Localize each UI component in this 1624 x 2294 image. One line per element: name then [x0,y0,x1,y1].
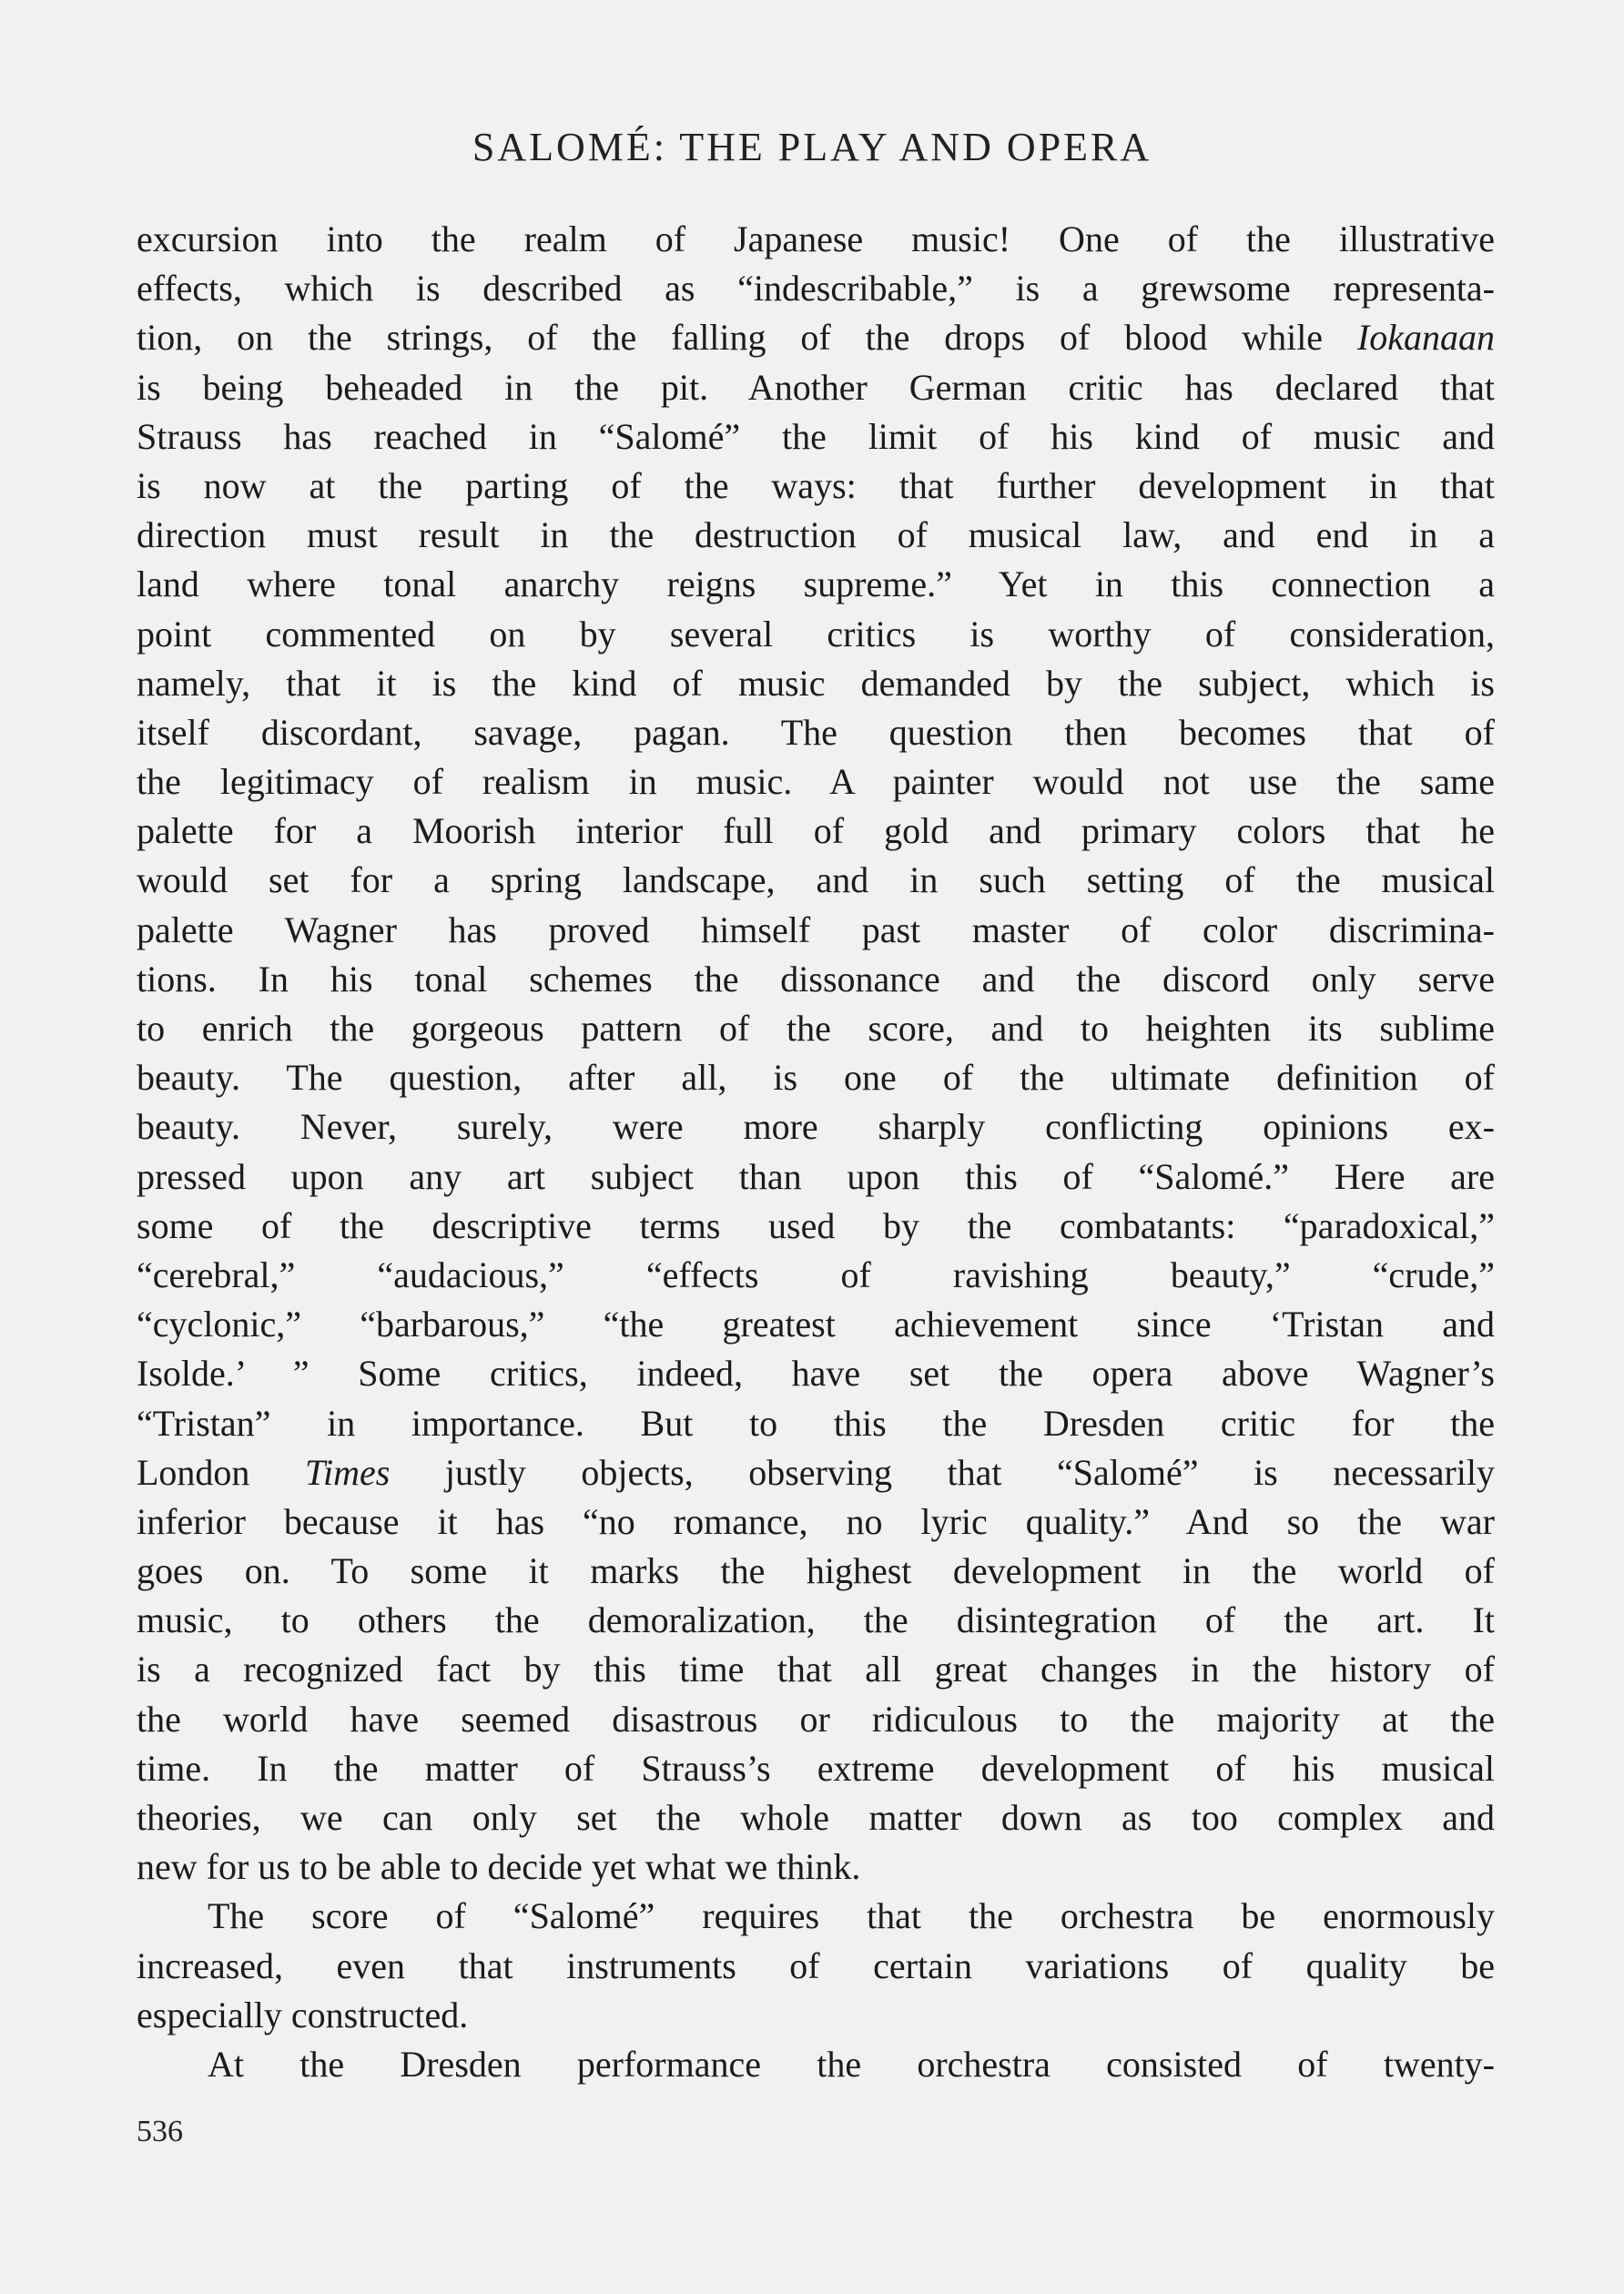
text-line: namely, that it is the kind of music demanded by the subject, which is [137,662,1495,704]
text-line: effects, which is described as “indescribable,” is a grewsome representa- [137,268,1495,310]
text-line: is a recognized fact by this time that all great changes in the history of [137,1649,1495,1690]
text-line: music, to others the demoralization, the disintegration of the art. It [137,1599,1495,1641]
text-run: tion, on the strings, of the falling of the drops of blood while [137,317,1357,359]
body-text [137,215,1495,2089]
text-line: some of the descriptive terms used by the combatants: “paradoxical,” [137,1204,1495,1246]
text-line [137,1448,1495,1497]
text-line: theories, we can only set the whole matter down as too complex and [137,1797,1495,1838]
text-line: increased, even that instruments of certain variations of quality be [137,1944,1495,1986]
text-run: London [137,1451,305,1493]
text-line: palette for a Moorish interior full of gold and primary colors that he [137,810,1495,852]
text-line: goes on. To some it marks the highest development in the world of [137,1550,1495,1592]
italic-title-times: Times [304,1451,391,1493]
text-line: direction must result in the destruction of musical law, and end in a [137,514,1495,556]
text-line: itself discordant, savage, pagan. The question then becomes that of [137,711,1495,753]
running-head: SALOMÉ: THE PLAY AND OPERA [472,125,1152,169]
text-line: is being beheaded in the pit. Another German critic has declared that [137,366,1495,408]
text-line: inferior because it has “no romance, no lyric quality.” And so the war [137,1500,1495,1542]
text-line: Strauss has reached in “Salomé” the limit of his kind of music and [137,415,1495,457]
text-line: point commented on by several critics is worthy of consideration, [137,613,1495,655]
text-line [137,313,1495,362]
text-line: tions. In his tonal schemes the dissonance and the discord only serve [137,958,1495,1000]
text-line: beauty. Never, surely, were more sharply conflicting opinions ex- [137,1106,1495,1148]
italic-name-iokanaan: Iokanaan [1356,317,1495,359]
text-line: “cyclonic,” “barbarous,” “the greatest achievement since ‘Tristan and [137,1304,1495,1345]
text-line: The score of “Salomé” requires that the orchestra be enormously [208,1895,1495,1937]
page-number: 536 [137,2115,183,2148]
text-line: land where tonal anarchy reigns supreme.” Yet in this connection a [137,563,1495,605]
text-line: time. In the matter of Strauss’s extreme development of his musical [137,1747,1495,1789]
paragraph-1 [137,215,1495,1892]
text-line: to enrich the gorgeous pattern of the score, and to heighten its sublime [137,1008,1495,1049]
text-line: “Tristan” in importance. But to this the Dresden critic for the [137,1402,1495,1444]
text-line: Isolde.’ ” Some critics, indeed, have set the opera above Wagner’s [137,1353,1495,1395]
text-line: is now at the parting of the ways: that further development in that [137,464,1495,506]
text-line: beauty. The question, after all, is one of the ultimate definition of [137,1057,1495,1099]
text-line: palette Wagner has proved himself past master of color discrimina- [137,908,1495,950]
text-line: pressed upon any art subject than upon this of “Salomé.” Here are [137,1155,1495,1197]
text-line: the legitimacy of realism in music. A painter would not use the same [137,761,1495,803]
text-line: At the Dresden performance the orchestra consisted of twenty- [208,2043,1495,2085]
text-line: excursion into the realm of Japanese music! One of the illustrative [137,218,1495,259]
text-line: especially constructed. [137,1994,469,2035]
text-line: the world have seemed disastrous or ridiculous to the majority at the [137,1698,1495,1740]
text-run: justly objects, observing that “Salomé” is necessarily [390,1451,1495,1493]
paragraph-3 [137,2040,1495,2089]
paragraph-2 [137,1892,1495,2040]
text-line: “cerebral,” “audacious,” “effects of ravishing beauty,” “crude,” [137,1254,1495,1295]
text-line: would set for a spring landscape, and in such setting of the musical [137,859,1495,901]
text-line: new for us to be able to decide yet what we think. [137,1846,861,1888]
